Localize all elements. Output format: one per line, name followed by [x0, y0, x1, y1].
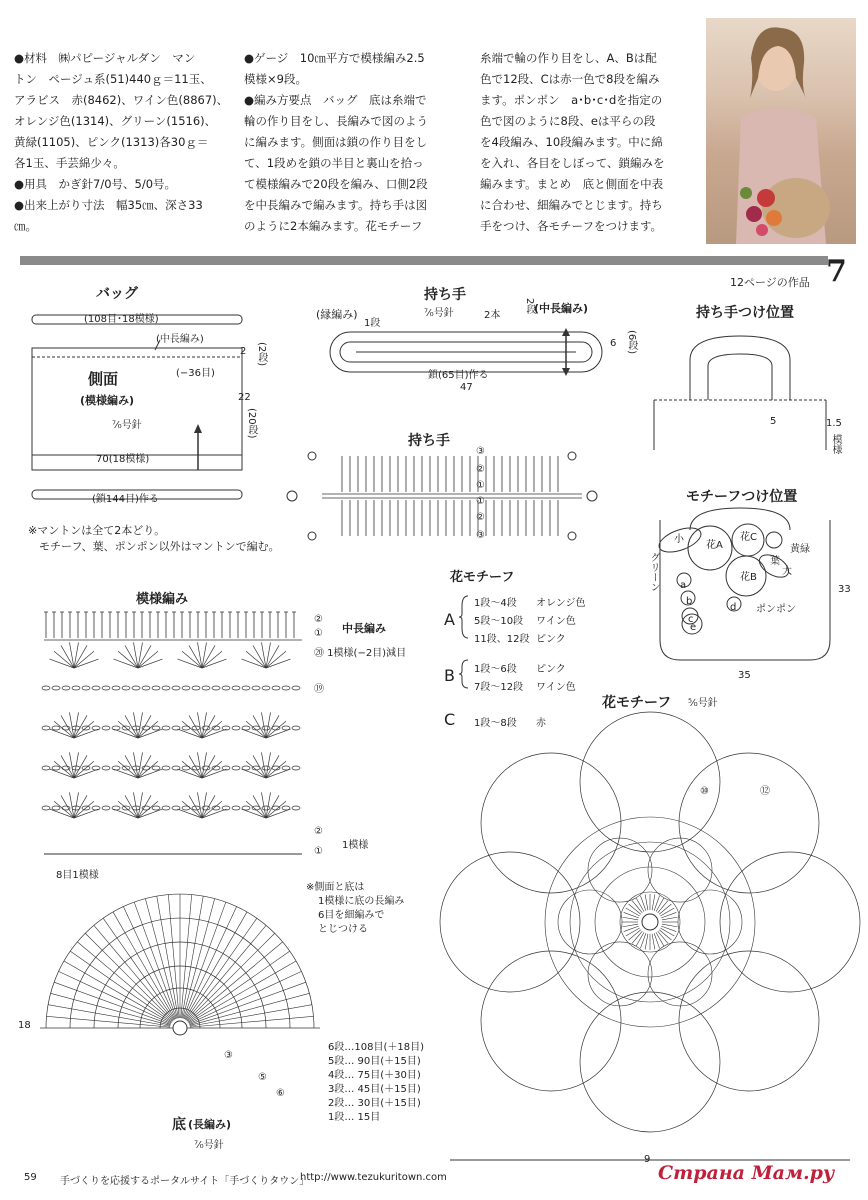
pompon-a: a: [680, 580, 687, 591]
handle-pos-diagram: [650, 330, 840, 460]
flower-a-row: 5段〜10段: [474, 616, 524, 627]
flower-width: 9: [644, 1154, 651, 1165]
flower-c-row: 1段〜8段: [474, 718, 517, 729]
flower-label-a: A: [444, 610, 455, 629]
text-line: ●用具 かぎ針7/0号、5/0号。: [14, 177, 177, 191]
bag-height-20: (20段): [246, 408, 257, 439]
handle-needle: ⁷⁄₀号針: [424, 308, 454, 319]
reference-note: 12ページの作品: [730, 276, 810, 289]
handle-chuunaga-dan: 2段: [524, 298, 535, 315]
flower-b-row: 1段〜6段: [474, 664, 517, 675]
gauge-column: [244, 48, 466, 237]
motif-flower-b: 花B: [740, 572, 757, 583]
handle-chain: 鎖(65目)作る: [428, 370, 489, 381]
motif-leaf: 葉: [770, 556, 780, 567]
text-line: て模様編みで20段を編み、口側2段: [244, 177, 428, 191]
handle-pos-15: 1.5: [826, 418, 842, 429]
text-line: て、1段めを鎖の半目と裏山を拾っ: [244, 156, 424, 170]
pattern-row-20: ⑳ 1模様(−2目)減目: [314, 648, 407, 659]
handle-h6: 6: [610, 338, 617, 349]
join-note-line: ※側面と底は: [306, 882, 365, 893]
bottom-row-1: 1段… 15目: [328, 1112, 381, 1123]
motif-flower-c: 花C: [740, 532, 757, 543]
text-line: 糸端で輪の作り目をし、A、Bは配: [480, 51, 657, 65]
flower-chart-title: 花モチーフ: [602, 695, 672, 711]
bottom-r3: ③: [224, 1050, 233, 1061]
bottom-r5: ⑤: [258, 1072, 267, 1083]
text-line: ●出来上がり寸法 幅35㎝、深さ33: [14, 198, 203, 212]
text-line: 編みます。まとめ 底と側面を中表: [480, 177, 664, 191]
bag-top-dim: (108目･18模様): [84, 314, 159, 325]
brace-a: [458, 594, 470, 640]
motif-large: 大: [782, 566, 792, 577]
flower-a-color: ピンク: [536, 634, 566, 645]
handle-row-2: ②: [476, 464, 485, 475]
text-line: トン ページュ系(51)440ｇ＝11玉、: [14, 72, 212, 86]
flower-title: 花モチーフ: [450, 570, 515, 585]
handle-pos-5: 5: [770, 416, 777, 427]
page-number-badge: 7: [826, 254, 847, 289]
flower-r10: ⑩: [700, 786, 709, 797]
bag-minus36: (−36目): [176, 368, 215, 379]
bottom-row-2: 2段… 30目(＋15目): [328, 1098, 421, 1109]
flower-b-row: 7段〜12段: [474, 682, 524, 693]
footer-page: 59: [24, 1172, 37, 1183]
bag-chain: (鎖144目)作る: [92, 494, 159, 505]
flower-chart-needle: ⁵⁄₀号針: [688, 698, 718, 709]
pattern-row-2: ②: [314, 614, 323, 625]
pattern-title: 模様編み: [136, 592, 189, 607]
bottom-title: 底: [172, 1117, 186, 1133]
bottom-row-4: 4段… 75目(＋30目): [328, 1070, 421, 1081]
handle-chuunaga: (中長編み): [534, 302, 589, 315]
bottom-row-5: 5段… 90目(＋15目): [328, 1056, 421, 1067]
bag-pattern-label: (模様編み): [80, 394, 135, 407]
bag-width: 70(18模様): [96, 454, 150, 465]
text-line: ●ゲージ 10㎝平方で模様編み2.5: [244, 51, 425, 65]
text-line: のように2本編みます。花モチーフ: [244, 219, 423, 233]
flower-b-color: ワイン色: [536, 682, 576, 693]
handle-row-3b: ③: [476, 530, 485, 541]
text-line: ます。ポンポン a･b･c･dを指定の: [480, 93, 663, 107]
brace-b: [458, 658, 470, 690]
pattern-chuunaga: 中長編み: [342, 622, 386, 635]
section-divider: [20, 256, 828, 265]
handle-length: 47: [460, 382, 473, 393]
bottom-stitch: (長編み): [188, 1118, 232, 1131]
text-line: 黄緑(1105)、ピンク(1313)各30ｇ＝: [14, 135, 209, 149]
flower-b-color: ピンク: [536, 664, 566, 675]
flower-r12: ⑫: [760, 786, 770, 797]
bag-rows-2: 2: [240, 346, 247, 357]
pompon-c: c: [688, 614, 694, 625]
bottom-row-3: 3段… 45目(＋15目): [328, 1084, 421, 1095]
pompon-b: b: [686, 596, 693, 607]
pattern-one: 1模様: [342, 840, 369, 851]
flower-a-row: 1段〜4段: [474, 598, 517, 609]
pattern-row-19: ⑲: [314, 684, 324, 695]
handle-stitch-chart: [282, 446, 602, 546]
bottom-r6: ⑥: [276, 1088, 285, 1099]
flower-a-color: オレンジ色: [536, 598, 586, 609]
handle-edge: (縁編み): [316, 308, 358, 321]
model-photo: [706, 18, 856, 244]
text-line: を中長編みで編みます。持ち手は図: [244, 198, 428, 212]
text-line: ●編み方要点 バッグ 底は糸端で: [244, 93, 427, 107]
motif-pos-title: モチーフつけ位置: [686, 489, 798, 505]
text-line: 色で図のように8段、eは平らの段: [480, 114, 656, 128]
text-line: 色で12段、Cは赤一色で8段を編み: [480, 72, 660, 86]
motif-small: 小: [674, 534, 684, 545]
text-line: に合わせ、細編みでとじます。持ち: [480, 198, 663, 212]
text-line: アラビス 赤(8462)、ワイン色(8867)、: [14, 93, 229, 107]
flower-label-c: C: [444, 710, 456, 729]
bag-title: バッグ: [96, 286, 138, 302]
bag-needle: ⁷⁄₀号針: [112, 420, 142, 431]
motif-pompon: ポンポン: [756, 604, 796, 615]
handle-pos-title: 持ち手つけ位置: [696, 305, 794, 321]
pompon-e: e: [690, 622, 697, 633]
join-note-line: 6目を細編みで: [318, 910, 385, 921]
handle-count: 2本: [484, 310, 501, 321]
handle-chart-title: 持ち手: [408, 433, 450, 449]
pompon-d: d: [730, 602, 737, 613]
watermark: Страна Мам.ру: [658, 1162, 835, 1184]
note-line: モチーフ、葉、ポンポン以外はマントンで編む。: [28, 540, 280, 553]
join-note-line: とじつける: [318, 924, 368, 935]
text-line: に編みます。側面は鎖の作り目をし: [244, 135, 428, 149]
handle-row-3: ③: [476, 446, 485, 457]
flower-a-color: ワイン色: [536, 616, 576, 627]
bag-rows-2dan: (2段): [256, 342, 267, 367]
flower-c-color: 赤: [536, 718, 546, 729]
handle-title: 持ち手: [424, 287, 466, 303]
flower-a-row: 11段、12段: [474, 634, 530, 645]
pattern-row-1: ①: [314, 628, 323, 639]
bag-chuunaga-label: (中長編み): [156, 334, 204, 345]
pattern-row-2b: ②: [314, 826, 323, 837]
text-line: を入れ、各目をしぼって、鎖編みを: [480, 156, 665, 170]
pattern-foot: 8目1模様: [56, 870, 99, 881]
bottom-row-6: 6段…108目(＋18目): [328, 1042, 424, 1053]
note-line: ※マントンは全て2本どり。: [28, 524, 166, 537]
text-line: 手をつけ、各モチーフをつけます。: [480, 219, 663, 233]
handle-h6dan: (6段): [626, 330, 637, 355]
motif-green: グリーン: [648, 552, 659, 592]
bag-side-label: 側面: [88, 370, 119, 388]
handle-edge-dan: 1段: [364, 318, 381, 329]
bottom-height: 18: [18, 1020, 31, 1031]
footer-portal: 手づくりを応援するポータルサイト「手づくりタウン」: [60, 1176, 310, 1187]
join-note-line: 1模様に底の長編み: [318, 896, 405, 907]
text-line: オレンジ色(1314)、グリーン(1516)、: [14, 114, 217, 128]
bottom-needle: ⁷⁄₀号針: [194, 1140, 224, 1151]
materials-column: [14, 48, 236, 237]
bag-height-22: 22: [238, 392, 251, 403]
text-line: 模様×9段。: [244, 72, 307, 86]
motif-height: 33: [838, 584, 851, 595]
handle-row-1: ①: [476, 480, 485, 491]
handle-row-1b: ①: [476, 496, 485, 507]
pattern-row-1b: ①: [314, 846, 323, 857]
text-line: 輪の作り目をし、長編みで図のよう: [244, 114, 428, 128]
handle-row-2b: ②: [476, 512, 485, 523]
motif-width: 35: [738, 670, 751, 681]
flower-label-b: B: [444, 666, 455, 685]
text-line: 各1玉、手芸綿少々。: [14, 156, 125, 170]
motif-kimidori: 黄緑: [790, 544, 810, 555]
method-column: [480, 48, 702, 237]
motif-flower-a: 花A: [706, 540, 723, 551]
bag-diagram: [20, 300, 260, 500]
text-line: ㎝。: [14, 219, 37, 233]
handle-pos-mod: 模様: [830, 434, 841, 454]
pattern-chart: [40, 608, 310, 858]
text-line: ●材料 ㈱パピージャルダン マン: [14, 51, 196, 65]
text-line: を4段編み、10段編みます。中に綿: [480, 135, 663, 149]
footer-url[interactable]: http://www.tezukuritown.com: [300, 1172, 447, 1183]
flower-chart: [440, 712, 860, 1142]
bottom-chart: [30, 860, 330, 1100]
